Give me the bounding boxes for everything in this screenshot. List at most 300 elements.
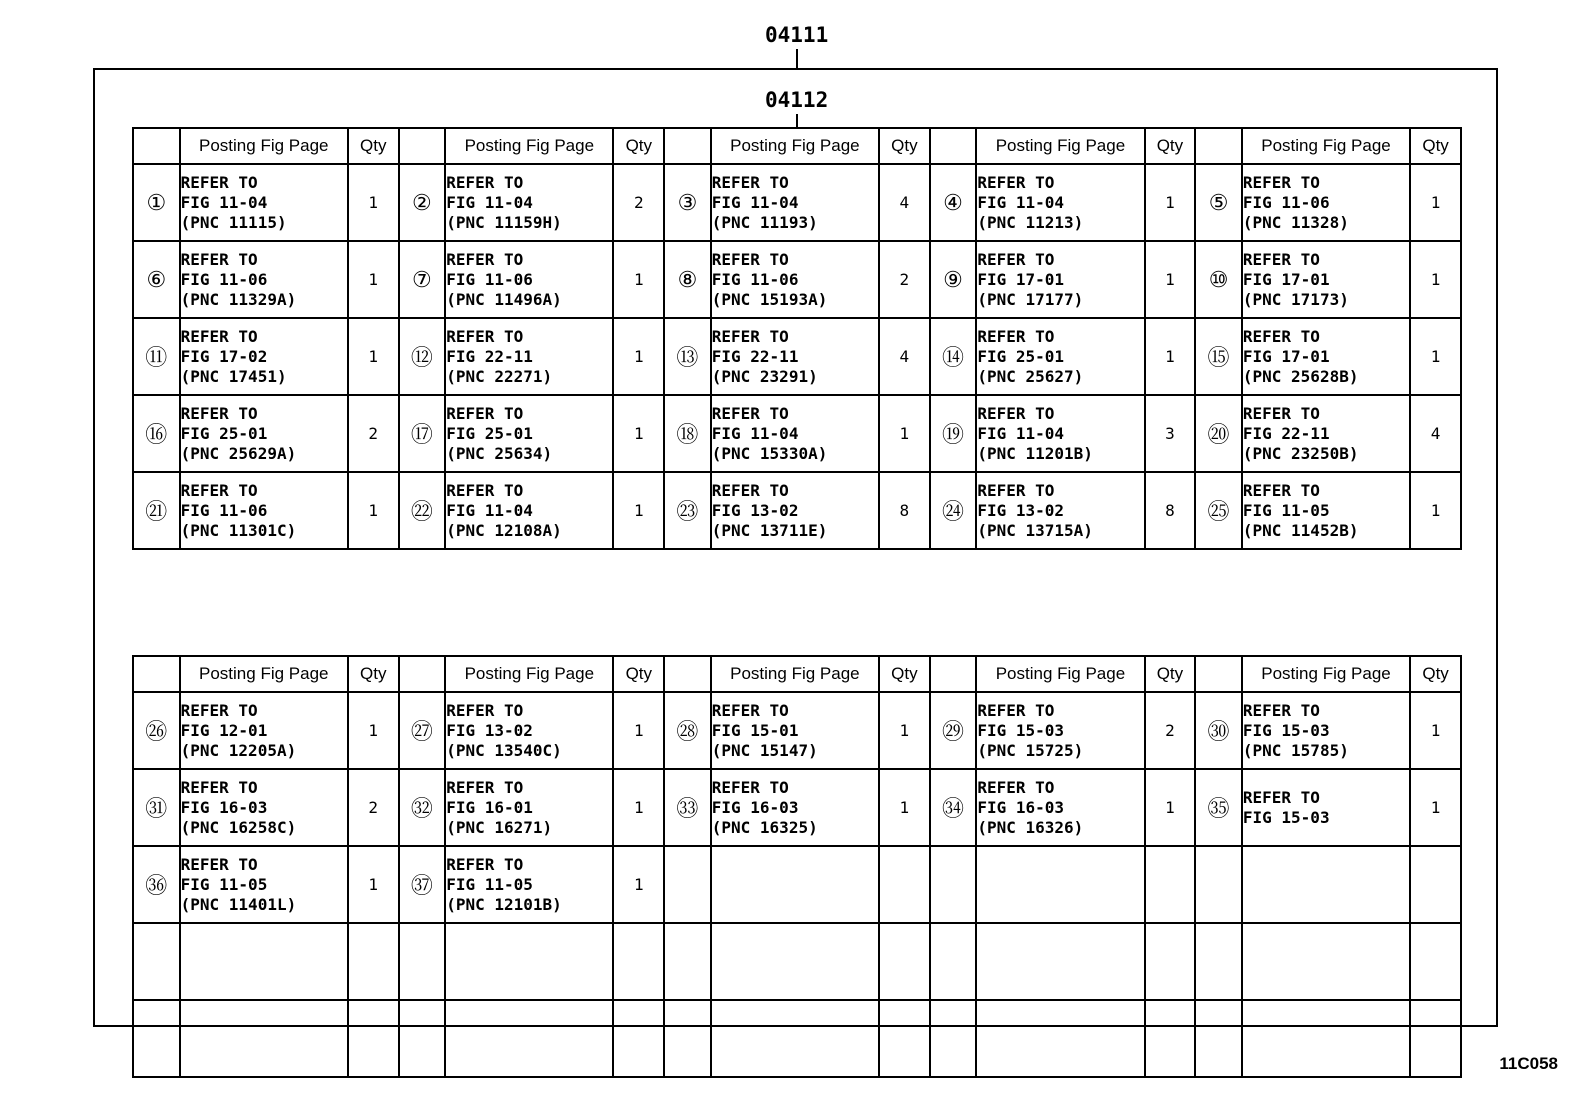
table-row	[133, 692, 1461, 769]
reference-line: REFER TO	[711, 480, 789, 500]
item-number: ⑰	[399, 395, 446, 472]
reference-line: FIG 17-01	[977, 269, 1065, 289]
item-qty: 1	[1410, 164, 1461, 241]
item-number: ㉗	[399, 692, 446, 769]
posting-reference	[445, 846, 613, 923]
reference-line: FIG 22-11	[446, 346, 533, 366]
header-qty: Qty	[879, 656, 930, 692]
reference-line: REFER TO	[446, 700, 524, 720]
reference-line: (PNC 11301C)	[180, 520, 297, 540]
posting-reference	[976, 923, 1144, 1000]
header-row	[133, 128, 1461, 164]
reference-line: (PNC 15725)	[977, 740, 1084, 760]
reference-line: FIG 11-05	[446, 874, 533, 894]
reference-line: (PNC 15785)	[1242, 740, 1349, 760]
reference-line: FIG 11-06	[180, 500, 268, 520]
item-qty: 1	[1145, 164, 1196, 241]
item-number	[930, 1000, 977, 1077]
item-qty	[879, 1000, 930, 1077]
reference-line: FIG 11-04	[711, 192, 799, 212]
reference-line: REFER TO	[180, 854, 258, 874]
reference-line: REFER TO	[180, 777, 258, 797]
reference-line: FIG 11-04	[711, 423, 799, 443]
reference-line: (PNC 11401L)	[180, 894, 297, 914]
reference-line: (PNC 17177)	[977, 289, 1084, 309]
item-number	[664, 923, 711, 1000]
item-number	[664, 846, 711, 923]
table-row	[133, 164, 1461, 241]
reference-line: (PNC 12205A)	[180, 740, 297, 760]
assembly-label-outer: 04111	[765, 23, 829, 47]
reference-line: FIG 11-05	[1242, 500, 1330, 520]
reference-line: FIG 11-04	[446, 192, 533, 212]
reference-line: (PNC 11115)	[180, 212, 287, 232]
item-qty: 8	[879, 472, 930, 549]
header-blank	[133, 656, 180, 692]
reference-line: (PNC 16258C)	[180, 817, 297, 837]
item-qty: 1	[348, 318, 399, 395]
reference-line: REFER TO	[1242, 700, 1320, 720]
posting-reference	[1242, 164, 1410, 241]
item-qty: 1	[613, 241, 664, 318]
reference-line: FIG 11-06	[446, 269, 533, 289]
posting-reference	[1242, 395, 1410, 472]
posting-reference	[976, 395, 1144, 472]
posting-reference	[711, 846, 879, 923]
reference-line: FIG 13-02	[977, 500, 1065, 520]
reference-line: REFER TO	[711, 403, 789, 423]
posting-reference	[1242, 241, 1410, 318]
item-number: ②	[399, 164, 446, 241]
item-number	[1195, 1000, 1242, 1077]
item-qty: 1	[1145, 318, 1196, 395]
reference-line: REFER TO	[977, 172, 1055, 192]
reference-line: REFER TO	[180, 480, 258, 500]
item-qty: 1	[1410, 241, 1461, 318]
reference-line: REFER TO	[446, 854, 524, 874]
reference-line: (PNC 23291)	[711, 366, 818, 386]
reference-line: FIG 11-04	[977, 192, 1065, 212]
posting-reference	[976, 241, 1144, 318]
reference-line: REFER TO	[180, 249, 258, 269]
reference-line: REFER TO	[977, 777, 1055, 797]
item-number	[399, 923, 446, 1000]
reference-line: FIG 12-01	[180, 720, 268, 740]
header-blank	[664, 128, 711, 164]
reference-line: (PNC 16271)	[446, 817, 553, 837]
posting-reference	[976, 1000, 1144, 1077]
header-posting-fig-page: Posting Fig Page	[445, 656, 613, 692]
reference-line: (PNC 17173)	[1242, 289, 1349, 309]
header-blank	[930, 128, 977, 164]
reference-line: REFER TO	[711, 700, 789, 720]
reference-line: (PNC 11193)	[711, 212, 818, 232]
reference-line: FIG 25-01	[977, 346, 1065, 366]
posting-reference	[180, 846, 348, 923]
reference-line: REFER TO	[180, 172, 258, 192]
item-number: ㉛	[133, 769, 180, 846]
item-number: ⑲	[930, 395, 977, 472]
item-qty	[348, 923, 399, 1000]
posting-reference	[711, 692, 879, 769]
reference-line: FIG 11-06	[711, 269, 799, 289]
table-row	[133, 846, 1461, 923]
item-number: ㉙	[930, 692, 977, 769]
item-qty: 1	[1145, 769, 1196, 846]
assembly-label-inner: 04112	[765, 88, 829, 112]
reference-line: REFER TO	[977, 249, 1055, 269]
posting-reference	[711, 318, 879, 395]
posting-reference	[1242, 318, 1410, 395]
reference-line: FIG 17-02	[180, 346, 268, 366]
item-qty	[1145, 1000, 1196, 1077]
item-qty: 1	[1145, 241, 1196, 318]
item-qty: 8	[1145, 472, 1196, 549]
item-number: ㉞	[930, 769, 977, 846]
posting-reference	[711, 241, 879, 318]
reference-line: FIG 16-03	[977, 797, 1065, 817]
reference-line: REFER TO	[180, 403, 258, 423]
reference-line: (PNC 25634)	[446, 443, 553, 463]
reference-line: (PNC 23250B)	[1242, 443, 1359, 463]
item-number: ㉝	[664, 769, 711, 846]
reference-line: (PNC 16326)	[977, 817, 1084, 837]
header-qty: Qty	[613, 656, 664, 692]
item-number	[1195, 923, 1242, 1000]
reference-line: (PNC 13711E)	[711, 520, 828, 540]
posting-reference	[976, 692, 1144, 769]
posting-reference	[445, 472, 613, 549]
table-row	[133, 395, 1461, 472]
header-posting-fig-page: Posting Fig Page	[180, 128, 348, 164]
item-number: ㉔	[930, 472, 977, 549]
header-qty: Qty	[879, 128, 930, 164]
item-qty: 1	[1410, 769, 1461, 846]
reference-line: REFER TO	[1242, 172, 1320, 192]
item-qty: 2	[613, 164, 664, 241]
item-number: ⑦	[399, 241, 446, 318]
item-number: ⑥	[133, 241, 180, 318]
reference-line: FIG 25-01	[446, 423, 533, 443]
reference-line: FIG 11-04	[977, 423, 1065, 443]
posting-reference	[445, 318, 613, 395]
reference-line: FIG 11-06	[1242, 192, 1330, 212]
item-qty: 2	[1145, 692, 1196, 769]
reference-line: REFER TO	[711, 777, 789, 797]
reference-line: (PNC 11328)	[1242, 212, 1349, 232]
item-number: ⑬	[664, 318, 711, 395]
reference-line: (PNC 12108A)	[446, 520, 562, 540]
reference-line: (PNC 11496A)	[446, 289, 562, 309]
item-qty: 2	[348, 769, 399, 846]
reference-line: REFER TO	[1242, 403, 1320, 423]
item-qty: 3	[1145, 395, 1196, 472]
reference-line: REFER TO	[1242, 787, 1320, 807]
item-number: ④	[930, 164, 977, 241]
reference-line: REFER TO	[446, 480, 524, 500]
reference-line: (PNC 12101B)	[446, 894, 562, 914]
item-qty: 4	[1410, 395, 1461, 472]
reference-line: (PNC 22271)	[446, 366, 553, 386]
table-row	[133, 923, 1461, 1000]
posting-reference	[180, 692, 348, 769]
reference-line: FIG 15-03	[1242, 807, 1330, 827]
item-qty	[879, 846, 930, 923]
item-qty	[879, 923, 930, 1000]
item-qty: 1	[1410, 318, 1461, 395]
posting-reference	[711, 395, 879, 472]
header-qty: Qty	[1410, 128, 1461, 164]
item-number: ⑤	[1195, 164, 1242, 241]
reference-line: REFER TO	[446, 777, 524, 797]
table-row	[133, 318, 1461, 395]
figure-code: 11C058	[1499, 1054, 1558, 1073]
item-number	[930, 923, 977, 1000]
header-posting-fig-page: Posting Fig Page	[711, 656, 879, 692]
header-blank	[1195, 128, 1242, 164]
item-qty: 1	[613, 692, 664, 769]
item-qty: 4	[879, 164, 930, 241]
reference-line: REFER TO	[711, 172, 789, 192]
reference-line: (PNC 11452B)	[1242, 520, 1359, 540]
item-number: ㉟	[1195, 769, 1242, 846]
posting-reference	[1242, 1000, 1410, 1077]
header-posting-fig-page: Posting Fig Page	[445, 128, 613, 164]
reference-line: FIG 15-03	[977, 720, 1065, 740]
reference-line: FIG 22-11	[711, 346, 799, 366]
reference-line: FIG 11-04	[446, 500, 533, 520]
item-qty: 1	[348, 241, 399, 318]
posting-reference	[1242, 923, 1410, 1000]
item-number: ㊲	[399, 846, 446, 923]
reference-line: (PNC 15330A)	[711, 443, 828, 463]
item-number	[930, 846, 977, 923]
posting-reference	[445, 395, 613, 472]
header-posting-fig-page: Posting Fig Page	[976, 128, 1144, 164]
header-posting-fig-page: Posting Fig Page	[976, 656, 1144, 692]
posting-reference	[180, 164, 348, 241]
reference-line: FIG 16-03	[180, 797, 268, 817]
reference-line: REFER TO	[446, 172, 524, 192]
header-blank	[930, 656, 977, 692]
item-number	[1195, 846, 1242, 923]
item-qty: 1	[879, 395, 930, 472]
posting-reference	[445, 692, 613, 769]
header-blank	[1195, 656, 1242, 692]
item-number	[133, 923, 180, 1000]
item-qty: 1	[348, 472, 399, 549]
item-qty: 1	[348, 692, 399, 769]
item-number: ㉚	[1195, 692, 1242, 769]
table-row	[133, 472, 1461, 549]
posting-reference	[445, 241, 613, 318]
reference-line: FIG 11-06	[180, 269, 268, 289]
header-blank	[399, 656, 446, 692]
item-qty: 2	[879, 241, 930, 318]
reference-line: REFER TO	[446, 249, 524, 269]
posting-reference	[180, 318, 348, 395]
posting-reference	[711, 1000, 879, 1077]
header-qty: Qty	[1410, 656, 1461, 692]
item-number	[664, 1000, 711, 1077]
reference-line: (PNC 16325)	[711, 817, 818, 837]
header-qty: Qty	[348, 656, 399, 692]
item-number: ㉖	[133, 692, 180, 769]
item-qty: 2	[348, 395, 399, 472]
posting-reference	[445, 1000, 613, 1077]
item-number: ⑫	[399, 318, 446, 395]
reference-line: FIG 16-03	[711, 797, 799, 817]
item-number: ㉑	[133, 472, 180, 549]
reference-line: FIG 25-01	[180, 423, 268, 443]
posting-reference	[1242, 692, 1410, 769]
header-qty: Qty	[348, 128, 399, 164]
item-qty: 1	[879, 692, 930, 769]
item-qty: 1	[613, 769, 664, 846]
table-row	[133, 241, 1461, 318]
posting-reference	[180, 241, 348, 318]
assembly-leader-outer	[796, 49, 798, 68]
reference-line: REFER TO	[180, 700, 258, 720]
reference-line: FIG 11-05	[180, 874, 268, 894]
item-number: ⑳	[1195, 395, 1242, 472]
reference-line: (PNC 11159H)	[446, 212, 562, 232]
table-row	[133, 1000, 1461, 1077]
reference-line: REFER TO	[977, 700, 1055, 720]
table-row	[133, 769, 1461, 846]
parts-table-lower	[132, 655, 1462, 1078]
header-blank	[399, 128, 446, 164]
reference-line: (PNC 11213)	[977, 212, 1084, 232]
reference-line: REFER TO	[1242, 480, 1320, 500]
posting-reference	[711, 769, 879, 846]
item-number: ③	[664, 164, 711, 241]
posting-reference	[445, 164, 613, 241]
reference-line: (PNC 15147)	[711, 740, 818, 760]
assembly-leader-inner	[796, 114, 798, 128]
item-qty: 1	[613, 318, 664, 395]
item-qty	[613, 1000, 664, 1077]
header-blank	[133, 128, 180, 164]
item-number	[133, 1000, 180, 1077]
reference-line: (PNC 25627)	[977, 366, 1084, 386]
item-qty: 1	[1410, 692, 1461, 769]
reference-line: FIG 11-04	[180, 192, 268, 212]
item-number: ㉕	[1195, 472, 1242, 549]
reference-line: REFER TO	[1242, 326, 1320, 346]
item-number: ㉒	[399, 472, 446, 549]
reference-line: (PNC 15193A)	[711, 289, 828, 309]
item-number: ㉓	[664, 472, 711, 549]
posting-reference	[976, 846, 1144, 923]
item-number: ⑯	[133, 395, 180, 472]
reference-line: REFER TO	[977, 480, 1055, 500]
reference-line: REFER TO	[446, 326, 524, 346]
item-number: ⑪	[133, 318, 180, 395]
item-qty	[1145, 923, 1196, 1000]
reference-line: REFER TO	[977, 326, 1055, 346]
header-posting-fig-page: Posting Fig Page	[1242, 656, 1410, 692]
header-qty: Qty	[1145, 656, 1196, 692]
item-number: ⑮	[1195, 318, 1242, 395]
posting-reference	[711, 923, 879, 1000]
item-number: ①	[133, 164, 180, 241]
item-number: ㉘	[664, 692, 711, 769]
reference-line: (PNC 11329A)	[180, 289, 297, 309]
item-number: ⑭	[930, 318, 977, 395]
posting-reference	[1242, 846, 1410, 923]
reference-line: REFER TO	[180, 326, 258, 346]
posting-reference	[976, 769, 1144, 846]
item-number: ㉜	[399, 769, 446, 846]
item-qty	[1410, 846, 1461, 923]
posting-reference	[1242, 472, 1410, 549]
reference-line: (PNC 25629A)	[180, 443, 297, 463]
parts-table-upper	[132, 127, 1462, 550]
item-qty: 1	[613, 395, 664, 472]
item-qty	[1410, 923, 1461, 1000]
reference-line: REFER TO	[1242, 249, 1320, 269]
item-qty	[1410, 1000, 1461, 1077]
posting-reference	[976, 164, 1144, 241]
header-posting-fig-page: Posting Fig Page	[1242, 128, 1410, 164]
reference-line: FIG 17-01	[1242, 346, 1330, 366]
reference-line: (PNC 17451)	[180, 366, 287, 386]
reference-line: FIG 17-01	[1242, 269, 1330, 289]
item-number: ⑩	[1195, 241, 1242, 318]
posting-reference	[180, 769, 348, 846]
header-row	[133, 656, 1461, 692]
item-number: ㊱	[133, 846, 180, 923]
posting-reference	[1242, 769, 1410, 846]
item-qty	[348, 1000, 399, 1077]
item-number: ⑧	[664, 241, 711, 318]
reference-line: (PNC 11201B)	[977, 443, 1093, 463]
item-qty	[1145, 846, 1196, 923]
item-qty: 4	[879, 318, 930, 395]
reference-line: FIG 13-02	[711, 500, 799, 520]
item-number	[399, 1000, 446, 1077]
header-qty: Qty	[613, 128, 664, 164]
posting-reference	[445, 769, 613, 846]
item-number: ⑱	[664, 395, 711, 472]
reference-line: FIG 15-03	[1242, 720, 1330, 740]
item-qty: 1	[613, 472, 664, 549]
item-number: ⑨	[930, 241, 977, 318]
reference-line: (PNC 13540C)	[446, 740, 562, 760]
reference-line: FIG 16-01	[446, 797, 533, 817]
posting-reference	[445, 923, 613, 1000]
item-qty: 1	[879, 769, 930, 846]
reference-line: (PNC 25628B)	[1242, 366, 1359, 386]
item-qty: 1	[613, 846, 664, 923]
posting-reference	[711, 164, 879, 241]
posting-reference	[976, 472, 1144, 549]
reference-line: FIG 22-11	[1242, 423, 1330, 443]
item-qty: 1	[348, 846, 399, 923]
reference-line: REFER TO	[711, 326, 789, 346]
header-qty: Qty	[1145, 128, 1196, 164]
item-qty: 1	[1410, 472, 1461, 549]
posting-reference	[180, 923, 348, 1000]
header-posting-fig-page: Posting Fig Page	[711, 128, 879, 164]
posting-reference	[180, 472, 348, 549]
item-qty	[613, 923, 664, 1000]
item-qty: 1	[348, 164, 399, 241]
posting-reference	[711, 472, 879, 549]
header-posting-fig-page: Posting Fig Page	[180, 656, 348, 692]
reference-line: (PNC 13715A)	[977, 520, 1093, 540]
